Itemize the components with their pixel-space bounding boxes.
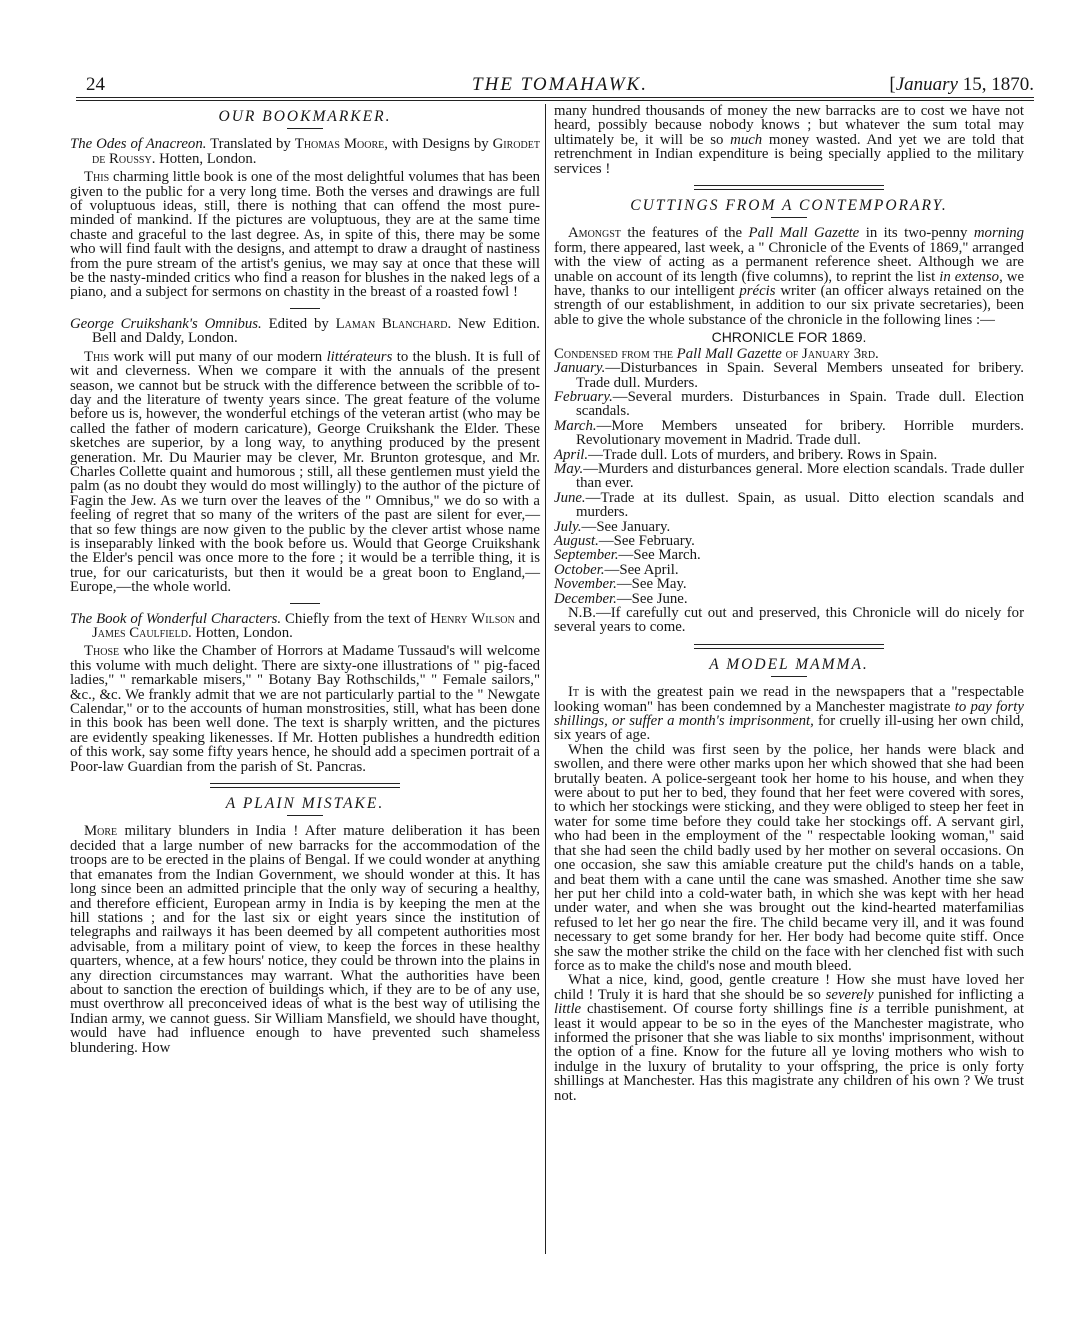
article-text: chastisement. Of course forty shillings fine — [586, 1001, 853, 1018]
article-text: What a nice, kind, good, gentle creature ! How she must have loved her child ! Truly it is hard that she should be so — [554, 972, 1024, 1003]
article-continuation — [554, 104, 1024, 176]
chronicle-month-name: November. — [554, 576, 617, 593]
chronicle-month-text: —Several murders. Disturbances in Spain. Trade dull. Election scandals. — [576, 388, 1024, 420]
article-italic: in extenso — [939, 268, 1000, 285]
article-italic: severely — [825, 986, 874, 1003]
article-italic: to pay forty shillings, or suffer a month's imprisonment, — [554, 698, 1024, 730]
chronicle-month-entry — [554, 390, 1024, 419]
chronicle-month-name: October. — [554, 561, 605, 578]
book-author: Thomas Moore — [294, 136, 385, 153]
book-author: James Caulfield — [92, 625, 188, 641]
chronicle-month-text: —More Members unseated for bribery. Horrible murders. Revolutionary movement in Madrid. Trade dull. — [576, 417, 1024, 449]
article-text: , we have, thanks to our intelligent — [554, 268, 1025, 300]
article-italic: is — [858, 1001, 869, 1018]
mistake-heading: A PLAIN MISTAKE. — [225, 795, 385, 813]
article-text: money wasted. And yet we are told that retrenchment in Indian expenditure is being specially applied to the military services ! — [554, 131, 1024, 177]
bookmarker-heading: OUR BOOKMARKER. — [218, 108, 392, 125]
review-paragraph — [70, 350, 540, 595]
book-title: The Odes of Anacreon. — [70, 136, 207, 153]
mamma-heading: A MODEL MAMMA. — [709, 655, 869, 673]
chronicle-month-entry — [554, 563, 1024, 577]
review-lead-word: This — [84, 169, 110, 186]
chronicle-month-text: —See May. — [616, 576, 687, 593]
chronicle-month-name: April. — [554, 446, 589, 463]
article-italic: Pall Mall Gazette — [748, 225, 860, 242]
article-paragraph: When the child was first seen by the police, her hands were black and swollen, and there were other marks upon her which showed that she had been brutally beaten. A police-sergeant took her home to his house, and when they were about to put her to bed, they found that her feet were covered with sores, to which her stockings were sticking, and they were obliged to steep her feet in water for some time before they could take her stockings off. A servant girl, who had been in the employment of the " respectable looking woman," said that she had seen the child badly used by her mother on several occasions. On one occasion, she saw this amiable creature put the child's hands on a table, and beat them with a cane until the cane was smashed. Another time she saw her put her child into a cold-water bath, in which she was kept with her head under water, and when she was brought out the kind-hearted materfamilias refused to let her go near the fire. The child became very ill, and it was found necessary to get some brandy for her. Her body had become quite stiff. Once she saw the mother strike the child on the face with her clenched fist with such force as to make the child's nose and mouth bleed. — [554, 741, 1024, 974]
section-rule — [290, 308, 320, 309]
article-text: a terrible punishment, at least it would appear to be so in the eyes of the Manchester magistrate, who informed the prisoner that she was liable to six months' imprisonment, without the option of a fine. Know for the future all ye loving mothers who wish to indulge in the luxury of brutality to your offspring, the price is only forty shillings at Manchester. Has this magistrate any children of his own ? We trust not. — [554, 1001, 1025, 1104]
book-entry-anacreon — [70, 137, 540, 166]
chronicle-month-entry — [554, 577, 1024, 591]
book-credit-text: Chiefly from the text of — [285, 610, 427, 627]
book-credit-text: Edited by — [268, 315, 329, 332]
article-lead-word: It — [568, 684, 580, 701]
article-text: the features of the — [627, 225, 743, 242]
book-designer: Girodet de Roussy — [92, 136, 540, 167]
article-text: punished for inflicting a — [878, 986, 1025, 1003]
article-lead-word: Amongst — [568, 225, 621, 242]
chronicle-month-name: September. — [554, 547, 619, 564]
chronicle-month-entry — [554, 548, 1024, 562]
book-credit-text: , with Designs by — [384, 136, 489, 153]
article-paragraph — [554, 685, 1024, 743]
article-text: for cruelly ill-using her own child, six years of age. — [554, 713, 1025, 744]
article-italic: much — [730, 131, 763, 148]
review-text: work will put many of our modern — [113, 348, 323, 365]
chronicle-source-text: of January 3rd. — [785, 345, 879, 362]
review-lead-word: This — [84, 348, 110, 365]
header-rule-bottom — [76, 100, 1034, 101]
header-rule-top — [76, 97, 1034, 98]
review-italic: littérateurs — [326, 348, 393, 365]
review-lead-word: Those — [84, 643, 120, 660]
chronicle-note: N.B.—If carefully cut out and preserved, this Chronicle will do nicely for several years to come. — [554, 605, 1024, 636]
book-entry-wonderful — [70, 612, 540, 641]
chronicle-month-list — [554, 361, 1024, 606]
chronicle-month-entry — [554, 462, 1024, 491]
chronicle-month-name: March. — [554, 417, 597, 434]
book-credit-text: and — [518, 610, 540, 627]
chronicle-month-text: —See February. — [598, 532, 695, 549]
chronicle-month-name: May. — [554, 460, 584, 477]
publication-title: THE TOMAHAWK. — [472, 74, 648, 95]
chronicle-month-name: February. — [554, 388, 613, 405]
issue-date-rest: 15, 1870. — [962, 74, 1034, 95]
chronicle-source — [554, 347, 1024, 361]
chronicle-month-entry — [554, 419, 1024, 448]
chronicle-month-name: July. — [554, 518, 582, 535]
chronicle-month-name: August. — [554, 532, 599, 549]
page-header — [86, 74, 1034, 96]
section-double-rule — [694, 644, 884, 649]
article-italic: précis — [739, 283, 776, 300]
review-text: who like the Chamber of Horrors at Madame Tussaud's will welcome this volume with much delight. There are sixty-one illustrations of " pig-faced ladies," " remarkable misers," " Botany Bay Rothschilds," " Female sailors," &c., &c. We frankly admit that we are not particularly partial to the " Newgate Calendar," or to the accounts of human monstrosities, still, what has been done in this book has been well done. The text is sharply written, and the pictures are evidently speaking likenesses. If Mr. Hotten publishes a hundredth edition of this work, say some fifty years hence, he should add a specimen portrait of a Poor-law Guardian from the parish of St. Pancras. — [70, 643, 541, 775]
section-double-rule — [694, 185, 884, 190]
book-title: The Book of Wonderful Characters. — [70, 610, 282, 627]
chronicle-month-entry — [554, 520, 1024, 534]
issue-date-month: January — [895, 74, 958, 95]
heading-rule — [287, 815, 323, 816]
chronicle-month-text: —Trade dull. Lots of murders, and bribery. Rows in Spain. — [588, 446, 938, 463]
article-italic: Pall Mall Gazette — [676, 345, 782, 362]
review-paragraph — [70, 170, 540, 300]
chronicle-title: CHRONICLE FOR 1869. — [711, 329, 867, 346]
section-double-rule — [210, 783, 400, 788]
article-text: form, there appeared, last week, a " Chronicle of the Events of 1869," arranged with the view of acting as a permanent reference sheet. Although we are unable on account of its length (five columns), to reprint the list — [554, 239, 1024, 285]
article-text: is with the greatest pain we read in the newspapers that a "respectable looking woman" has been condemned by a Manchester magistrate — [554, 684, 1024, 715]
heading-rule — [287, 128, 323, 129]
chronicle-month-text: —See January. — [581, 518, 671, 535]
chronicle-month-name: December. — [554, 590, 617, 607]
heading-rule — [771, 217, 807, 218]
article-italic: little — [554, 1001, 582, 1018]
book-publisher: . New Edition. Bell and Daldy, London. — [92, 315, 540, 347]
chronicle-month-entry — [554, 491, 1024, 520]
page-number: 24 — [86, 74, 105, 95]
article-text: many hundred thousands of money the new barracks are to cost we have not heard, possibly because nobody knows ; but whatever the sum total may ultimately be, it will be so — [554, 103, 1024, 148]
chronicle-month-entry — [554, 592, 1024, 606]
article-paragraph — [554, 973, 1024, 1103]
article-paragraph — [70, 824, 540, 1055]
article-text: writer (an officer always retained on the strength of our establishment, in addition to our six private secretaries), been able to give the whole substance of the chronicle in the following lines :— — [554, 283, 1024, 328]
article-paragraph — [554, 226, 1024, 327]
article-lead-word: More — [84, 823, 118, 840]
book-publisher: . Hotten, London. — [188, 625, 293, 641]
chronicle-month-name: June. — [554, 489, 586, 506]
book-credit-text: Translated by — [210, 136, 291, 153]
chronicle-month-entry — [554, 534, 1024, 548]
section-rule — [290, 603, 320, 604]
book-editor: Laman Blanchard — [335, 315, 448, 332]
chronicle-month-text: —Trade at its dullest. Spain, as usual. Ditto election scandals and murders. — [576, 489, 1024, 521]
chronicle-month-name: January. — [554, 360, 606, 377]
article-italic: morning — [973, 225, 1025, 242]
right-column — [554, 104, 1024, 1103]
left-column — [70, 104, 540, 1055]
book-publisher: . Hotten, London. — [151, 150, 257, 167]
chronicle-month-entry — [554, 361, 1024, 390]
chronicle-month-text: —See March. — [618, 547, 701, 564]
chronicle-month-entry — [554, 448, 1024, 462]
review-text: charming little book is one of the most delightful volumes that has been given to the public for a very long time. Both the verses and drawings are full of voluptuous ideas, still, there is nothing that can offend the most pure-minded of mankind. If the pictures are voluptuous, they are at the same time chaste and graceful to the last degree. As, in spite of this, there may be some who will find fault with the designs, and attempt to draw a draught of nastiness from the pure stream of the artist's genius, we may say at once that these will be the nasty-minded critics who find a reason for blushes in the naked legs of a piano, and a subject for sermons on chastity in the breast of a roasted fowl ! — [70, 169, 540, 301]
column-divider — [545, 104, 546, 1254]
chronicle-source-text: Condensed from the — [554, 345, 673, 362]
cuttings-heading: CUTTINGS FROM A CONTEMPORARY. — [630, 197, 948, 215]
heading-rule — [771, 676, 807, 677]
book-author: Henry Wilson — [430, 610, 515, 627]
review-paragraph — [70, 644, 540, 774]
article-text: in its two-penny — [865, 225, 968, 242]
chronicle-month-text: —Murders and disturbances general. More election scandals. Trade duller than ever. — [576, 460, 1024, 492]
book-entry-cruikshank — [70, 317, 540, 346]
book-title: George Cruikshank's Omnibus. — [70, 315, 262, 332]
review-text: to the blush. It is full of wit and cleverness. When we compare it with the annuals of the present season, we cannot but be struck with the difference between the scribble of to-day and the literature of twenty years since. The great feature of the volume before us is, however, the wonderful etchings of the veteran artist (who may be called the father of modern caricature), George Cruikshank the Elder. These sketches are superior, by a long way, to anything produced by the present generation. Mr. Du Maurier may be clever, Mr. Brunton grotesque, and Mr. Charles Collette quaint and humorous ; still, all these gentlemen must yield the palm (as no doubt they would do most willingly) to the author of the picture of Fagin the Jew. As we turn over the leaves of the " Omnibus," we do so with a feeling of regret that so many of the writers of the past are silent for ever,—that so few things are now given to the public by the clever artist whose name is inseparably linked with the book before us. Would that George Cruikshank the Elder's pencil was once more to the fore ; it would be a terrible thing, it is true, for our caricaturists, but then it would be a great boon to England,—Europe,—the whole world. — [70, 348, 541, 596]
chronicle-month-text: —See April. — [604, 561, 679, 578]
chronicle-month-text: —See June. — [616, 590, 688, 607]
issue-date: [January 15, 1870. — [889, 74, 1034, 95]
article-text: military blunders in India ! After mature deliberation it has been decided that a large number of new barracks for the accommodation of the troops are to be erected in the plains of Bengal. If we could wonder at anything that emanates from the Indian Government, we should wonder at this. It has long since been an admitted principle that the only way of securing a healthy, and therefore efficient, European army in India is by keeping the men at the hill stations ; and for the last six or eight years since the institution of telegraphs and railways it has been deemed by all competent authorities most advisable, from a military point of view, to keep the forces in these healthy quarters, whence, at a few hours' notice, they could be thrown into the plains in any direction circumstances may warrant. What the authorities have been about to sanction the erection of buildings which, if they are to be of any use, must overthrow all preconceived ideas of what is the best way of utilising the Indian army, we cannot guess. Sir William Mansfield, we should have thought, would have had influence enough to have prevented such shameless blundering. How — [70, 823, 541, 1056]
chronicle-month-text: —Disturbances in Spain. Several Members unseated for bribery. Trade dull. Murders. — [576, 360, 1024, 391]
